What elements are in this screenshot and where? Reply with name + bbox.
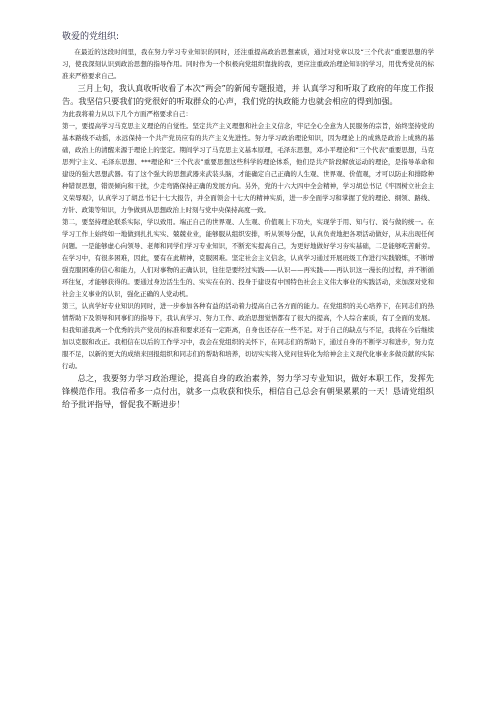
paragraph-4: 第一，要提高学习马克思主义理论的自觉性。坚定共产主义理想和社会主义信念，牢记全心全意为人民服务的宗旨，始终坚持党的基本路线不动摇，永远保持一个共产党员应有的共产主义先进性。努力学习政治理论知识，因为理论上的成熟是政治上成熟的基础，政治上的清醒来源于理论上的坚定。期间学习了马克思主义基本原理，毛泽东思想，邓小平理论和“三个代表”重要思想，马克思列宁主义、毛泽东思想、***理论和“三个代表”重要思想这些科学的理论体系，他们是共产阶段解放运动的理论，是指导革命和建设的强大思想武器。有了这个强大的思想武器来武装头脑，才能确定自己正确的人生观、世界观、价值观，才可以防止和排除种种错误思想，错误倾向和干扰，少走弯路保持正确的发展方向。另外，党的十六大四中全会精神，学习胡总书记《牢固树立社会主义荣辱观》，认真学习了胡总书记十七大报告，并全面领会十七大的精神实质，进一步全面学习和掌握了党的理论、纲领、路线、方针、政策等知识，力争做到从思想政治上时刻与党中央保持高度一致。 xyxy=(62,122,434,214)
paragraph-6: 第三，认真学好专业知识的同时，进一步参加各种有益的活动着力提高自己各方面的能力。在党组织的关心培养下，在同志们的热情帮助下及领导和同事们的指导下，我认真学习、努力工作、政治思想觉悟都有了很大的提高，个人综合素质，有了全面的发展。但我知道我离一个优秀的共产党员的标准和要求还有一定距离，自身也还存在一些不足。对于自己的缺点与不足，我将在今后继续加以克服和改正。我相信在以后的工作学习中，我会在党组织的关怀下，在同志们的帮助下，通过自身的不断学习和进步，努力克服不足，以新的更大的成绩来回报组织和同志们的帮助和培养，切切实实将入党问往转化为给神会主义现代化事业多做贡献的实际行动。 xyxy=(62,302,434,370)
paragraph-3: 为此我将着力从以下几个方面严格要求自己： xyxy=(62,110,192,118)
paragraph-1: 在最近的这段时间里，我在努力学习专业知识的同时，还注重提高政治思想素质，通过对党章以及“三个代表”重要思想的学习，使我深刻认识到政治思想的指导作用。同时作为一个积极向党组织靠拢的我，更应注重政治理论知识的学习，用优秀党员的标准来严格要求自己。 xyxy=(62,48,434,80)
letter-body xyxy=(62,46,434,411)
paragraph-5: 第二，要坚持理论联系实际，学以致用。端正自己的世界观、人生观、价值观上下功夫，实现学于用、知与行、说与做的统一。在学习工作上始终如一地做到扎扎实实、兢兢业业，能够服从组织安排，听从领导分配，认真负责地把各项活动做好，从未出现任何问题。一是能够虚心向领导、老师和同学们学习专业知识，不断充实提高自己，为更好地做好学习夯实基础，二是能够吃苦耐劳。在学习中，有很多困难，因此，要有在此精神，克服困难。坚定社会主义信念，认真学习通过开展班级工作进行实践锻炼，不断增强克服困难的信心和能力，人们对事物的正确认识，往往是要经过实践——认识——再实践——再认识这一漫长的过程，并不断循环往复，才能够获得的。要通过身边活生生的、实实在在的、投身于建设有中国特色社会主义伟大事业的实践活动，来加深对党和社会主义事业的认识，强化正确的人党动机。 xyxy=(62,218,434,298)
paragraph-7: 总之，我要努力学习政治理论，提高自身的政治素养，努力学习专业知识，做好本职工作，发挥先锋模范作用。我信希多一点付出，就多一点收获和快乐，相信自己总会有朝果累累的一天！恳请党组织给予批评指导，督促我不断进步！ xyxy=(62,373,434,409)
paragraph-2: 三月上旬，我认真收听收看了本次“两会”的新闻专题报道，并 认真学习和听取了政府的年度工作报告。我坚信只要我们的党很好的听取群众的心声，我们党的执政能力也就会相应的得到加强。 xyxy=(62,83,434,106)
letter-greeting: 敬爱的党组织: xyxy=(62,32,120,42)
